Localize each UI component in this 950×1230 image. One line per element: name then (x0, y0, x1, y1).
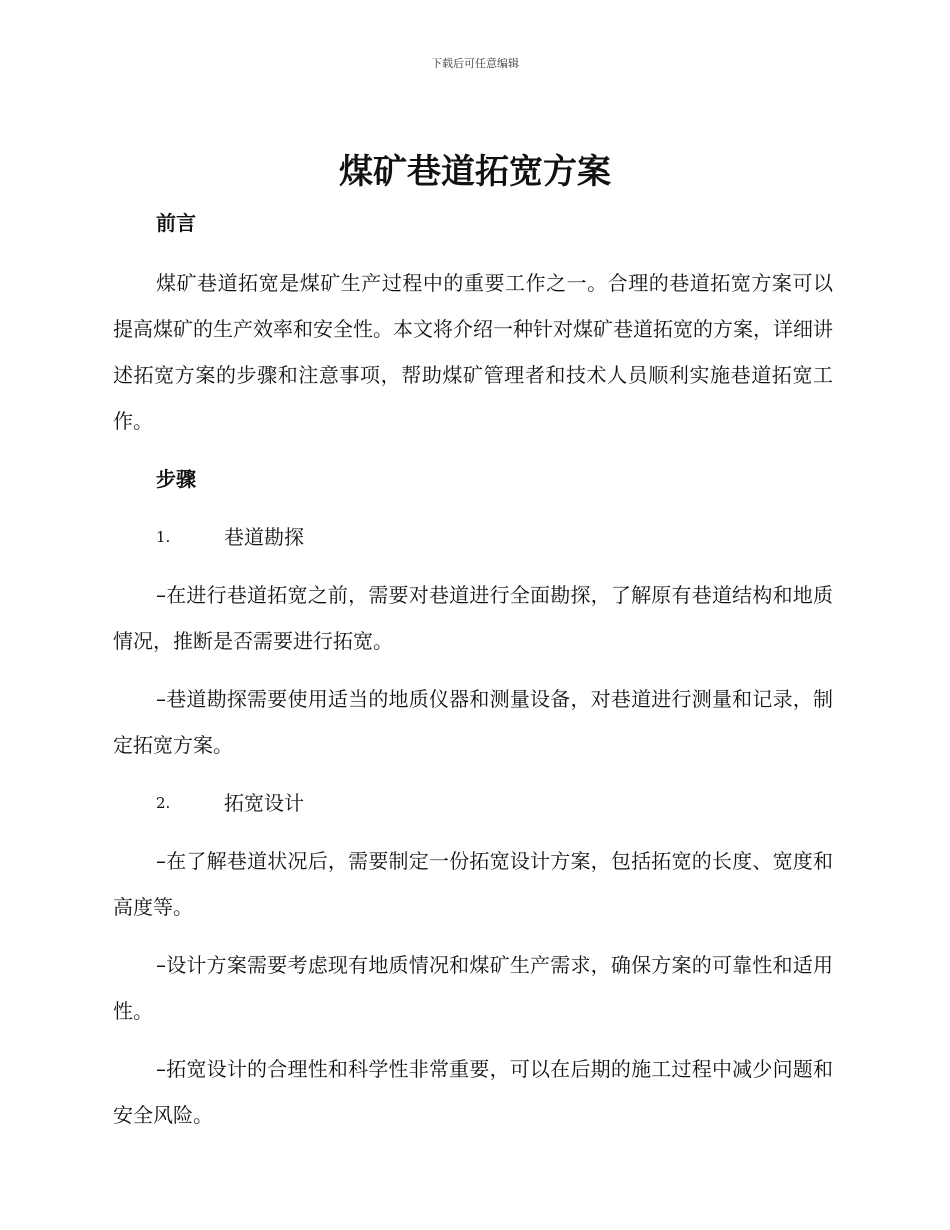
preface-paragraph: 煤矿巷道拓宽是煤矿生产过程中的重要工作之一。合理的巷道拓宽方案可以提高煤矿的生产效率和安全性。本文将介绍一种针对煤矿巷道拓宽的方案，详细讲述拓宽方案的步骤和注意事项，帮助煤矿管理者和技术人员顺利实施巷道拓宽工作。 (113, 271, 833, 433)
document-body (113, 200, 833, 1138)
step-number: 1. (156, 528, 171, 546)
document-title: 煤矿巷道拓宽方案 (339, 152, 611, 192)
step-1-item-2: –巷道勘探需要使用适当的地质仪器和测量设备，对巷道进行测量和记录，制定拓宽方案。 (113, 687, 833, 757)
step-1 (113, 514, 833, 560)
page-header-note: 下载后可任意编辑 (431, 57, 519, 70)
step-title: 巷道勘探 (224, 525, 304, 549)
step-1-item-1: –在进行巷道拓宽之前，需要对巷道进行全面勘探，了解原有巷道结构和地质情况，推断是否需要进行拓宽。 (113, 583, 833, 653)
step-2-item-3: –拓宽设计的合理性和科学性非常重要，可以在后期的施工过程中减少问题和安全风险。 (113, 1057, 833, 1127)
preface-heading: 前言 (156, 211, 196, 235)
step-number: 2. (156, 794, 171, 812)
step-2-item-1: –在了解巷道状况后，需要制定一份拓宽设计方案，包括拓宽的长度、宽度和高度等。 (113, 849, 833, 919)
step-2 (113, 780, 833, 826)
steps-heading: 步骤 (156, 467, 196, 491)
step-2-item-2: –设计方案需要考虑现有地质情况和煤矿生产需求，确保方案的可靠性和适用性。 (113, 953, 833, 1023)
step-title: 拓宽设计 (224, 791, 304, 815)
